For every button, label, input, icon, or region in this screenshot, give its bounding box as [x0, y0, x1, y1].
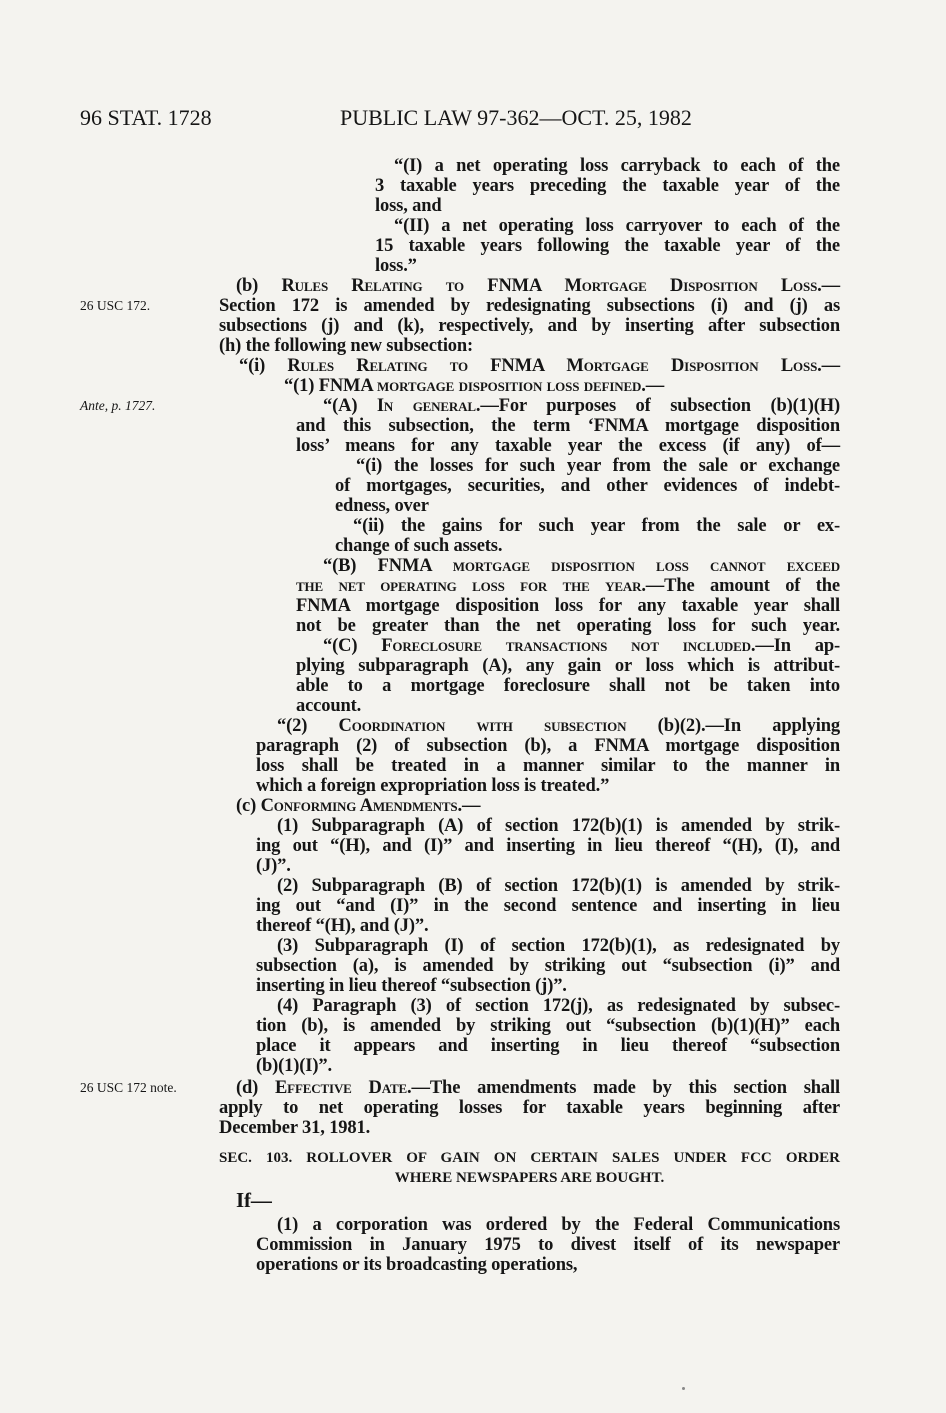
- text-run: (4) Paragraph (3) of section 172(j), as redesignated by subsec-: [277, 996, 840, 1016]
- running-header: PUBLIC LAW 97-362—OCT. 25, 1982: [340, 105, 692, 130]
- text-run: (h) the following new subsection:: [219, 336, 474, 356]
- text-line: [375, 236, 840, 256]
- text-run: —The amount of the: [645, 576, 840, 596]
- text-line: [219, 296, 840, 316]
- text-run: and this subsection, the term ‘FNMA mortgage disposition: [296, 416, 840, 436]
- text-run: “(I) a net operating loss carryback to each of the: [394, 156, 840, 176]
- small-caps-heading: Coordination with subsection: [338, 716, 627, 736]
- text-run: (b)(2).—In applying: [626, 716, 840, 736]
- text-line: [219, 336, 840, 356]
- text-line: [284, 376, 840, 396]
- text-run: —For purposes of subsection (b)(1)(H): [480, 396, 841, 416]
- small-caps-heading: mortgage disposition loss cannot exceed: [452, 556, 841, 576]
- text-run: which a foreign expropriation loss is treated.”: [256, 776, 610, 796]
- text-line: [219, 316, 840, 336]
- text-run: WHERE NEWSPAPERS ARE BOUGHT.: [394, 1170, 665, 1186]
- small-caps-heading: In general.: [376, 396, 481, 416]
- text-line: [296, 616, 840, 636]
- text-run: subsection (a), is amended by striking out “subsection (i)” and: [256, 956, 840, 976]
- text-run: Section 172 is amended by redesignating subsections (i) and (j) as: [219, 296, 840, 316]
- text-run: ing out “(H), and (I)” and inserting in lieu thereof “(H), (I), and: [256, 836, 840, 856]
- text-run: “(C): [323, 636, 382, 656]
- text-run: thereof “(H), and (J)”.: [256, 916, 429, 936]
- text-line: [375, 256, 840, 276]
- margin-note-ante: Ante, p. 1727.: [80, 398, 156, 413]
- text-line: [236, 276, 840, 296]
- text-run: “(B) FNMA: [323, 556, 453, 576]
- text-run: “(A): [323, 396, 377, 416]
- text-run: operations or its broadcasting operations,: [256, 1255, 578, 1275]
- text-run: FNMA mortgage disposition loss for any taxable year shall: [296, 596, 840, 616]
- text-line: [356, 456, 840, 476]
- text-line: [394, 216, 840, 236]
- text-run: “(i): [239, 356, 288, 376]
- margin-note-usc: 26 USC 172.: [80, 298, 151, 313]
- text-run: loss’ means for any taxable year the excess (if any) of—: [296, 436, 840, 456]
- text-run: paragraph (2) of subsection (b), a FNMA mortgage disposition: [256, 736, 840, 756]
- text-line: [256, 896, 840, 916]
- text-line: [256, 916, 840, 936]
- text-run: “(i) the losses for such year from the sale or exchange: [356, 456, 840, 476]
- text-line: [256, 1235, 840, 1255]
- text-run: (3) Subparagraph (I) of section 172(b)(1), as redesignated by: [277, 936, 840, 956]
- text-run: loss shall be treated in a manner similar to the manner in: [256, 756, 840, 776]
- text-line: [353, 516, 840, 536]
- small-caps-heading: Rules Relating to FNMA Mortgage Disposition Loss.: [287, 356, 822, 376]
- small-caps-heading: mortgage disposition loss defined.: [377, 376, 646, 396]
- section-heading-line: [219, 1148, 840, 1168]
- text-line: [335, 536, 840, 556]
- text-run: (b)(1)(I)”.: [256, 1056, 332, 1076]
- text-line: [256, 1016, 840, 1036]
- text-line: [296, 576, 840, 596]
- text-line: [277, 876, 840, 896]
- text-line: [236, 1190, 840, 1210]
- text-line: [219, 1098, 840, 1118]
- text-run: Commission in January 1975 to divest itself of its newspaper: [256, 1235, 840, 1255]
- text-line: [256, 1056, 840, 1076]
- section-heading-line: [219, 1168, 840, 1188]
- text-run: inserting in lieu thereof “subsection (j)”.: [256, 976, 567, 996]
- text-run: SEC. 103. ROLLOVER OF GAIN ON CERTAIN SALES UNDER FCC ORDER: [219, 1150, 840, 1166]
- text-run: place it appears and inserting in lieu thereof “subsection: [256, 1036, 840, 1056]
- text-line: [256, 736, 840, 756]
- text-run: —: [645, 376, 665, 396]
- text-line: [335, 476, 840, 496]
- text-run: (d): [236, 1078, 275, 1098]
- text-line: [256, 1036, 840, 1056]
- text-run: change of such assets.: [335, 536, 503, 556]
- text-run: loss.”: [375, 256, 417, 276]
- text-line: [277, 816, 840, 836]
- text-run: 3 taxable years preceding the taxable year of the: [375, 176, 840, 196]
- text-line: [239, 356, 840, 376]
- text-run: loss, and: [375, 196, 442, 216]
- text-run: (c): [236, 796, 261, 816]
- text-run: “(ii) the gains for such year from the sale or ex-: [353, 516, 840, 536]
- text-line: [256, 856, 840, 876]
- text-line: [256, 956, 840, 976]
- text-run: “(1) FNMA: [284, 376, 378, 396]
- text-line: [236, 1078, 840, 1098]
- text-run: plying subparagraph (A), any gain or loss which is attribut-: [296, 656, 840, 676]
- text-line: [277, 996, 840, 1016]
- text-line: [236, 796, 840, 816]
- small-caps-heading: the net operating loss for the year.: [296, 576, 646, 596]
- text-line: [256, 1255, 840, 1275]
- text-line: [277, 1215, 840, 1235]
- text-line: [375, 176, 840, 196]
- text-line: [296, 436, 840, 456]
- margin-note-usc-note: 26 USC 172 note.: [80, 1080, 177, 1095]
- text-run: subsections (j) and (k), respectively, and by inserting after subsection: [219, 316, 840, 336]
- text-run: (1) Subparagraph (A) of section 172(b)(1) is amended by strik-: [277, 816, 840, 836]
- text-run: ing out “and (I)” in the second sentence and inserting in lieu: [256, 896, 840, 916]
- text-run: December 31, 1981.: [219, 1118, 371, 1138]
- text-run: —In ap-: [755, 636, 841, 656]
- text-run: tion (b), is amended by striking out “subsection (b)(1)(H)” each: [256, 1016, 840, 1036]
- text-run: not be greater than the net operating loss for such year.: [296, 616, 840, 636]
- small-caps-heading: Rules Relating to FNMA Mortgage Disposition Loss.: [281, 276, 822, 296]
- text-run: —The amendments made by this section shall: [411, 1078, 840, 1098]
- text-run: of mortgages, securities, and other evidences of indebt-: [335, 476, 840, 496]
- text-line: [296, 696, 840, 716]
- text-run: (1) a corporation was ordered by the Federal Communications: [277, 1215, 840, 1235]
- text-line: [335, 496, 840, 516]
- small-caps-heading: Foreclosure transactions not included.: [381, 636, 756, 656]
- text-run: (2) Subparagraph (B) of section 172(b)(1) is amended by strik-: [277, 876, 840, 896]
- text-run: —: [821, 356, 840, 376]
- page-speck: [682, 1387, 685, 1390]
- text-line: [323, 396, 840, 416]
- text-line: [296, 656, 840, 676]
- text-run: edness, over: [335, 496, 429, 516]
- text-run: apply to net operating losses for taxable years beginning after: [219, 1098, 840, 1118]
- text-line: [256, 756, 840, 776]
- text-line: [394, 156, 840, 176]
- text-line: [375, 196, 840, 216]
- text-run: 15 taxable years following the taxable year of the: [375, 236, 840, 256]
- text-run: —: [821, 276, 840, 296]
- page-stat-number: 96 STAT. 1728: [80, 105, 212, 130]
- text-line: [256, 976, 840, 996]
- text-run: account.: [296, 696, 362, 716]
- text-line: [277, 936, 840, 956]
- text-line: [323, 556, 840, 576]
- small-caps-heading: Effective Date.: [274, 1078, 412, 1098]
- text-run: “(2): [277, 716, 339, 736]
- small-caps-heading: Conforming Amendments.: [260, 796, 462, 816]
- text-line: [277, 716, 840, 736]
- text-line: [296, 596, 840, 616]
- text-run: (b): [236, 276, 282, 296]
- text-run: —: [461, 796, 481, 816]
- text-line: [219, 1118, 840, 1138]
- text-line: [296, 676, 840, 696]
- text-run: (J)”.: [256, 856, 291, 876]
- text-run: If—: [236, 1188, 272, 1212]
- text-run: “(II) a net operating loss carryover to each of the: [394, 216, 840, 236]
- text-run: able to a mortgage foreclosure shall not be taken into: [296, 676, 840, 696]
- text-line: [323, 636, 840, 656]
- text-line: [296, 416, 840, 436]
- text-line: [256, 836, 840, 856]
- text-line: [256, 776, 840, 796]
